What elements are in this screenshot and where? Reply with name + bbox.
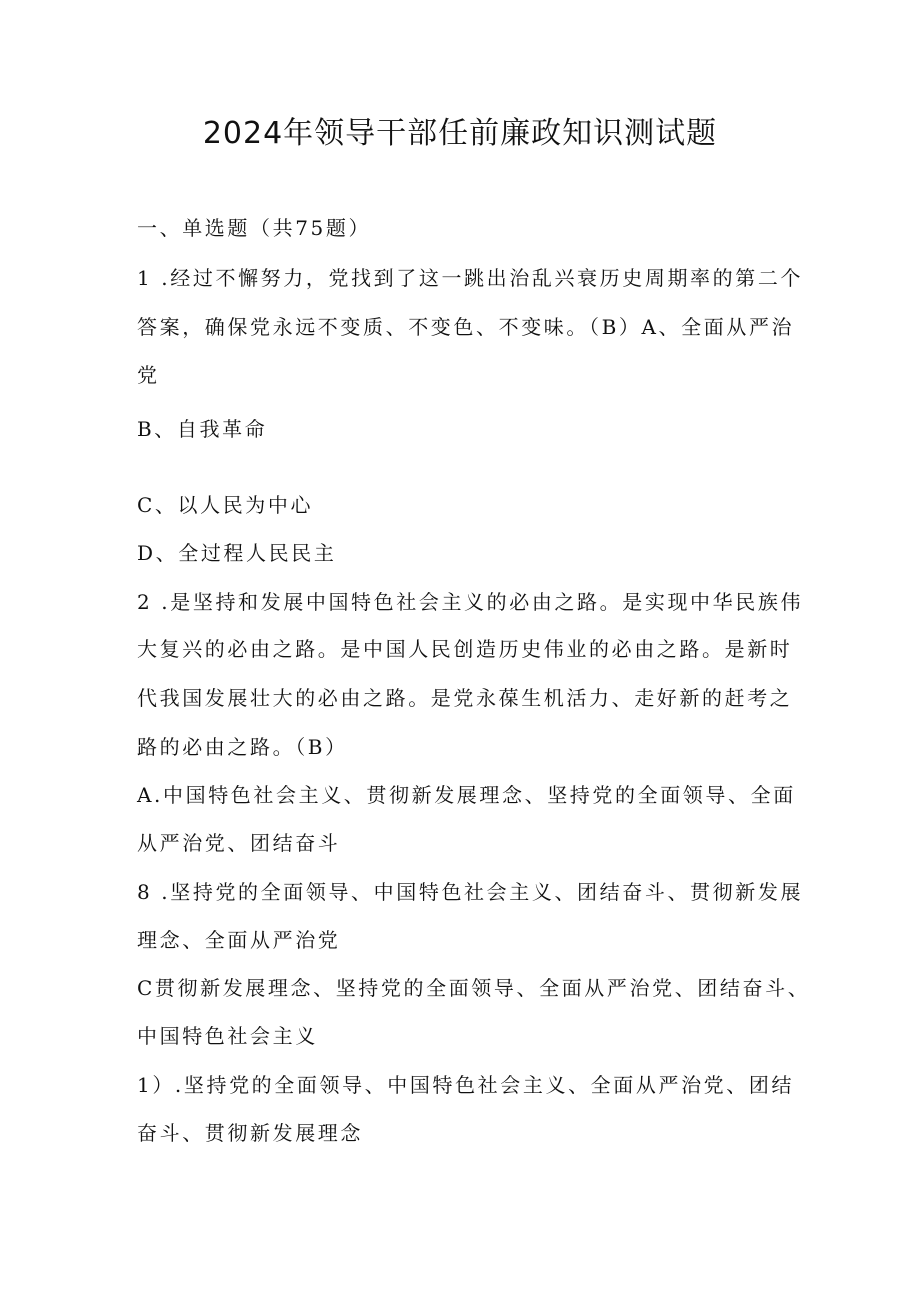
question-2-option-a-line-2: 从严治党、团结奋斗 (137, 831, 341, 855)
question-2-option-a-line-1: A.中国特色社会主义、贯彻新发展理念、坚持党的全面领导、全面 (137, 783, 796, 807)
question-2-line-3: 代我国发展壮大的必由之路。是党永葆生机活力、走好新的赶考之 (137, 686, 793, 710)
question-2-option-c-line-1: C贯彻新发展理念、坚持党的全面领导、全面从严治党、团结奋斗、 (137, 976, 811, 1000)
question-1-line-1: 1 .经过不懈努力，党找到了这一跳出治乱兴衰历史周期率的第二个 (137, 266, 804, 290)
question-1-line-2: 答案，确保党永远不变质、不变色、不变味。（B）A、全面从严治 (137, 315, 795, 339)
question-2-option-d-line-2: 奋斗、贯彻新发展理念 (137, 1121, 363, 1145)
document-title: 2024年领导干部任前廉政知识测试题 (202, 116, 718, 151)
question-1-line-3: 党 (137, 363, 160, 387)
question-2-option-b-line-2: 理念、全面从严治党 (137, 928, 341, 952)
question-1-option-c: C、以人民为中心 (137, 493, 314, 517)
question-2-option-c-line-2: 中国特色社会主义 (137, 1024, 318, 1048)
question-2-line-4: 路的必由之路。（B） (137, 735, 348, 759)
question-1-option-d: D、全过程人民民主 (137, 541, 337, 565)
section-heading: 一、单选题（共75题） (137, 216, 372, 240)
question-2-line-2: 大复兴的必由之路。是中国人民创造历史伟业的必由之路。是新时 (137, 637, 793, 661)
question-2-option-d-line-1: 1）.坚持党的全面领导、中国特色社会主义、全面从严治党、团结 (137, 1073, 795, 1097)
question-2-option-b-line-1: 8 .坚持党的全面领导、中国特色社会主义、团结奋斗、贯彻新发展 (137, 880, 804, 904)
question-1-option-b: B、自我革命 (137, 417, 268, 441)
question-2-line-1: 2 .是坚持和发展中国特色社会主义的必由之路。是实现中华民族伟 (137, 590, 804, 614)
